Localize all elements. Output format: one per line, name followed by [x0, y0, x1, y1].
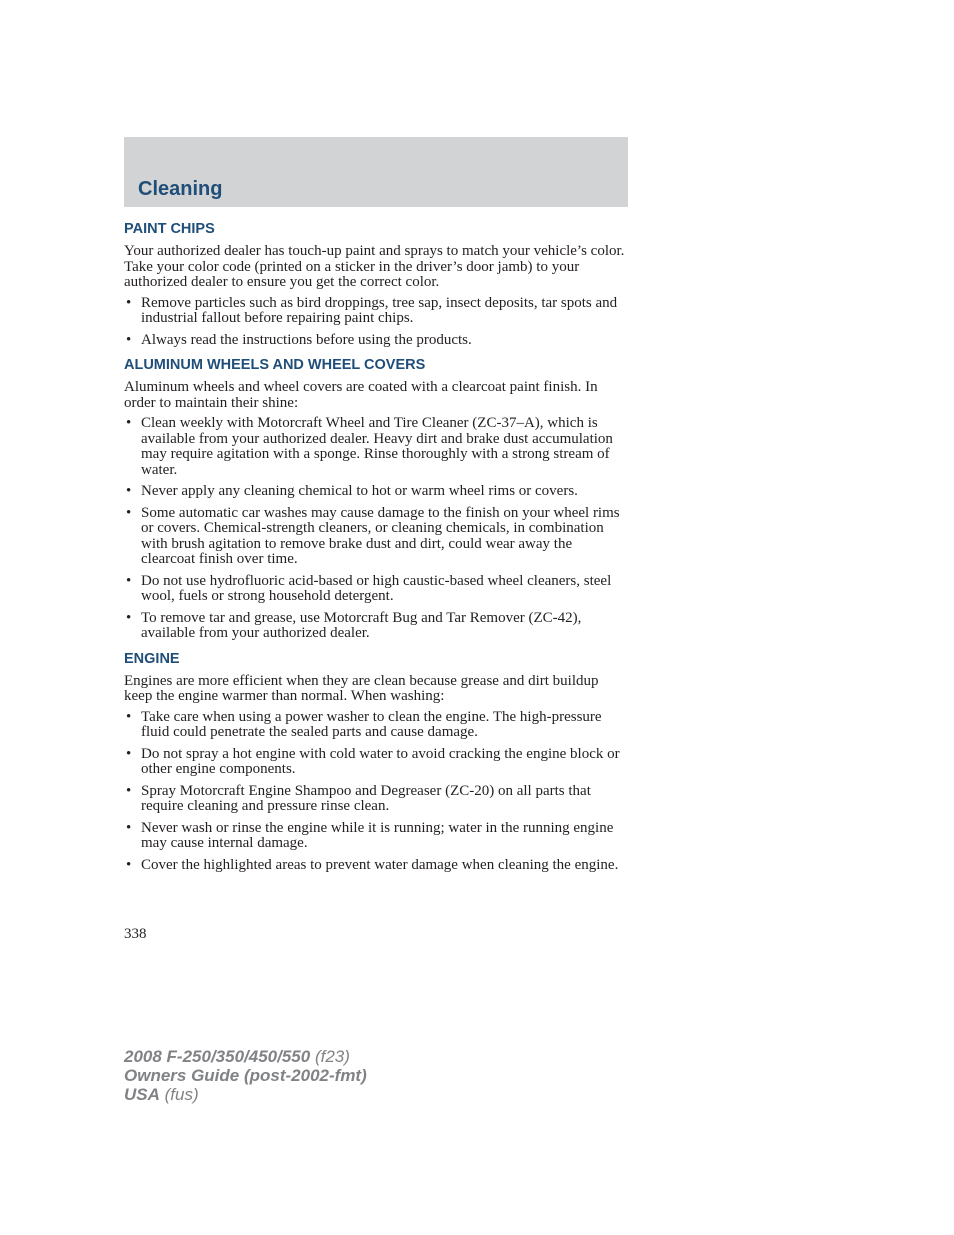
bullet-list [124, 710, 628, 874]
bullet-item [124, 858, 628, 874]
document-footer [124, 1047, 367, 1104]
section-paragraph: Engines are more efficient when they are clean because grease and dirt buildup keep the engine warmer than normal. When washing: [124, 672, 599, 704]
footer-line-region [124, 1085, 367, 1104]
footer-region-text: USA [124, 1085, 160, 1104]
bullet-text: Clean weekly with Motorcraft Wheel and Tire Cleaner (ZC-37–A), which is available from your authorized dealer. Heavy dirt and brake dust accumulation may require agitation with a sponge. Rinse thoroughly with a strong stream of water. [141, 415, 613, 478]
bullet-item [124, 821, 628, 852]
footer-model-text: 2008 F-250/350/450/550 [124, 1047, 311, 1066]
bullet-item [124, 784, 628, 815]
bullet-icon: • [126, 745, 132, 762]
bullet-text: Never wash or rinse the engine while it is running; water in the running engine may cause internal damage. [141, 819, 614, 851]
bullet-text: Take care when using a power washer to clean the engine. The high-pressure fluid could penetrate the sealed parts and cause damage. [141, 708, 602, 740]
bullet-icon: • [126, 415, 132, 431]
section-heading: ENGINE [124, 650, 180, 667]
bullet-text: Do not use hydrofluoric acid-based or high caustic-based wheel cleaners, steel wool, fuels or strong household detergent. [141, 572, 612, 604]
section-engine [124, 650, 628, 874]
bullet-list [124, 416, 628, 642]
section-heading: PAINT CHIPS [124, 221, 215, 237]
bullet-icon: • [126, 782, 132, 799]
bullet-text: Cover the highlighted areas to prevent water damage when cleaning the engine. [141, 856, 619, 873]
bullet-icon: • [126, 331, 132, 348]
bullet-text: Remove particles such as bird droppings, tree sap, insect deposits, tar spots and industrial fallout before repairing paint chips. [141, 294, 618, 326]
bullet-item [124, 333, 628, 349]
bullet-text: Some automatic car washes may cause damage to the finish on your wheel rims or covers. Chemical-strength cleaners, or cleaning chemicals, in combination with brush agitation to remove brake dust and dirt, could wear away the clearcoat finish over time. [141, 504, 620, 567]
section-paint-chips [124, 220, 628, 348]
section-heading: ALUMINUM WHEELS AND WHEEL COVERS [124, 357, 426, 373]
bullet-text: To remove tar and grease, use Motorcraft Bug and Tar Remover (ZC-42), available from your authorized dealer. [141, 609, 582, 641]
chapter-header-band [124, 137, 628, 207]
bullet-item [124, 416, 628, 478]
bullet-item [124, 710, 628, 741]
page-content [124, 220, 628, 881]
bullet-icon: • [126, 708, 132, 725]
section-aluminum-wheels [124, 356, 628, 642]
bullet-icon: • [126, 572, 132, 589]
footer-line-model [124, 1047, 367, 1066]
bullet-icon: • [126, 483, 132, 499]
footer-line-guide [124, 1066, 367, 1085]
bullet-item [124, 574, 628, 605]
bullet-item [124, 506, 628, 568]
bullet-item [124, 484, 628, 500]
bullet-text: Do not spray a hot engine with cold water to avoid cracking the engine block or other engine components. [141, 745, 620, 777]
bullet-icon: • [126, 294, 132, 311]
bullet-text: Always read the instructions before using the products. [141, 331, 472, 348]
chapter-title: Cleaning [138, 178, 223, 200]
footer-region-code: (fus) [159, 1085, 199, 1104]
bullet-icon: • [126, 856, 132, 873]
bullet-text: Never apply any cleaning chemical to hot or warm wheel rims or covers. [141, 483, 578, 499]
page-number: 338 [124, 926, 147, 942]
bullet-list [124, 296, 628, 349]
footer-model-code: (f23) [310, 1047, 350, 1066]
bullet-icon: • [126, 609, 132, 626]
bullet-text: Spray Motorcraft Engine Shampoo and Degreaser (ZC-20) on all parts that require cleaning and pressure rinse clean. [141, 782, 591, 814]
bullet-item [124, 747, 628, 778]
bullet-icon: • [126, 819, 132, 836]
section-paragraph: Your authorized dealer has touch-up paint and sprays to match your vehicle’s color. Take your color code (printed on a sticker in the driver’s door jamb) to your authorized dealer to ensure you get the correct color. [124, 243, 625, 290]
bullet-item [124, 296, 628, 327]
section-paragraph: Aluminum wheels and wheel covers are coated with a clearcoat paint finish. In order to maintain their shine: [124, 379, 598, 411]
bullet-item [124, 611, 628, 642]
bullet-icon: • [126, 504, 132, 521]
footer-guide-text: Owners Guide (post-2002-fmt) [124, 1066, 367, 1085]
